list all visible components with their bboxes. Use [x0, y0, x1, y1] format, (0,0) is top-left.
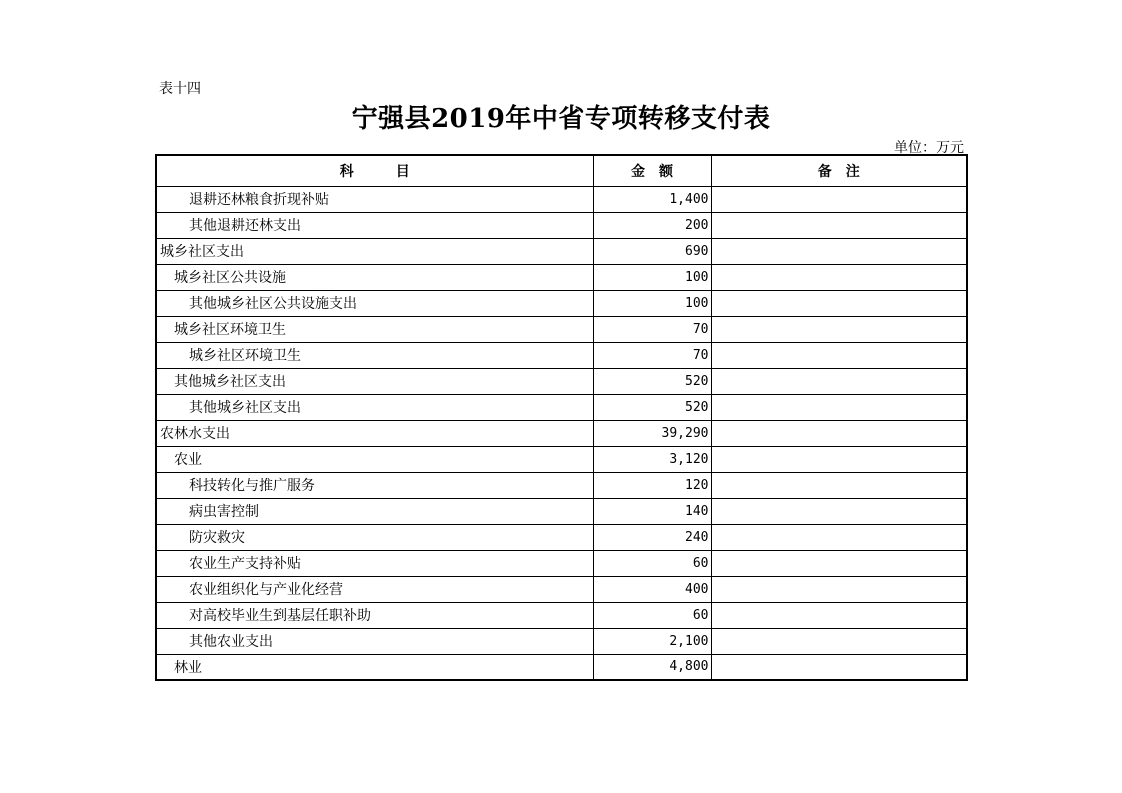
row-note — [711, 368, 967, 394]
page-title: 宁强县2019年中省专项转移支付表 — [351, 104, 771, 134]
table-row — [156, 368, 967, 394]
table-row — [156, 498, 967, 524]
row-subject: 城乡社区环境卫生 — [156, 316, 593, 342]
row-subject: 科技转化与推广服务 — [156, 472, 593, 498]
row-subject: 防灾救灾 — [156, 524, 593, 550]
row-amount: 520 — [593, 394, 711, 420]
row-amount: 400 — [593, 576, 711, 602]
row-note — [711, 446, 967, 472]
row-note — [711, 576, 967, 602]
table-row — [156, 602, 967, 628]
table-row — [156, 472, 967, 498]
header-subject: 科 目 — [156, 155, 593, 186]
row-note — [711, 212, 967, 238]
row-note — [711, 550, 967, 576]
table-row — [156, 290, 967, 316]
row-amount: 70 — [593, 316, 711, 342]
row-amount: 100 — [593, 290, 711, 316]
row-note — [711, 420, 967, 446]
table-row — [156, 654, 967, 680]
row-subject: 退耕还林粮食折现补贴 — [156, 186, 593, 212]
row-amount: 70 — [593, 342, 711, 368]
row-subject: 城乡社区公共设施 — [156, 264, 593, 290]
row-note — [711, 472, 967, 498]
row-amount: 200 — [593, 212, 711, 238]
unit-label: 单位：万元 — [894, 140, 964, 156]
row-note — [711, 238, 967, 264]
row-subject: 农业组织化与产业化经营 — [156, 576, 593, 602]
row-subject: 城乡社区支出 — [156, 238, 593, 264]
row-amount: 1,400 — [593, 186, 711, 212]
row-subject: 其他城乡社区公共设施支出 — [156, 290, 593, 316]
row-amount: 3,120 — [593, 446, 711, 472]
row-amount: 520 — [593, 368, 711, 394]
row-amount: 690 — [593, 238, 711, 264]
table-row — [156, 576, 967, 602]
table-row — [156, 264, 967, 290]
table-row — [156, 212, 967, 238]
row-amount: 240 — [593, 524, 711, 550]
row-subject: 林业 — [156, 654, 593, 680]
table-row — [156, 186, 967, 212]
row-subject: 其他城乡社区支出 — [156, 368, 593, 394]
row-amount: 140 — [593, 498, 711, 524]
row-subject: 对高校毕业生到基层任职补助 — [156, 602, 593, 628]
header-note: 备 注 — [711, 155, 967, 186]
row-amount: 60 — [593, 550, 711, 576]
table-row — [156, 238, 967, 264]
table-row — [156, 394, 967, 420]
transfer-payment-table — [155, 154, 968, 681]
table-row — [156, 446, 967, 472]
row-subject: 农业 — [156, 446, 593, 472]
header-amount: 金 额 — [593, 155, 711, 186]
row-note — [711, 186, 967, 212]
table-row — [156, 316, 967, 342]
row-subject: 病虫害控制 — [156, 498, 593, 524]
table-row — [156, 342, 967, 368]
row-note — [711, 498, 967, 524]
row-note — [711, 316, 967, 342]
row-note — [711, 342, 967, 368]
row-note — [711, 602, 967, 628]
row-amount: 60 — [593, 602, 711, 628]
row-amount: 2,100 — [593, 628, 711, 654]
row-note — [711, 654, 967, 680]
table-number: 表十四 — [159, 81, 201, 97]
row-amount: 39,290 — [593, 420, 711, 446]
row-subject: 农业生产支持补贴 — [156, 550, 593, 576]
row-subject: 其他退耕还林支出 — [156, 212, 593, 238]
row-subject: 农林水支出 — [156, 420, 593, 446]
row-subject: 城乡社区环境卫生 — [156, 342, 593, 368]
row-note — [711, 394, 967, 420]
row-subject: 其他农业支出 — [156, 628, 593, 654]
row-subject: 其他城乡社区支出 — [156, 394, 593, 420]
row-note — [711, 264, 967, 290]
table-header-row — [156, 155, 967, 186]
table-row — [156, 628, 967, 654]
row-note — [711, 524, 967, 550]
table-row — [156, 550, 967, 576]
row-amount: 4,800 — [593, 654, 711, 680]
row-amount: 100 — [593, 264, 711, 290]
row-amount: 120 — [593, 472, 711, 498]
table-row — [156, 524, 967, 550]
table-row — [156, 420, 967, 446]
row-note — [711, 628, 967, 654]
row-note — [711, 290, 967, 316]
